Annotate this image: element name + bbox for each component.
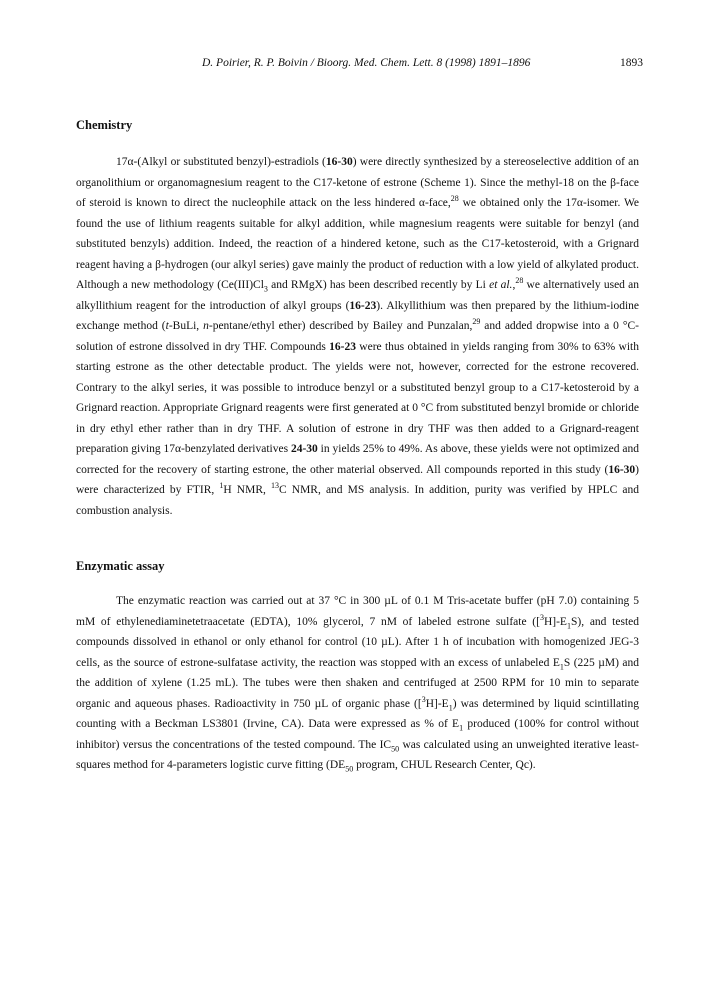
enzymatic-assay-paragraph: The enzymatic reaction was carried out at 37 °C in 300 µL of 0.1 M Tris-acetate buffer (pH 7.0) containing 5 mM of ethylenediaminetetraacetate (EDTA), 10% glycerol, 7 nM of labeled estrone sulfate $([^3H]-E_1S)$, and tested compounds dissolved in ethanol or only ethanol for control (10 µL). After 1 h of incubation with homogenized JEG-3 cells, as the source of estrone-sulfatase activity, the reaction was stopped with an excess of unlabeled $E_1S$ (225 µM) and the addition of xylene (1.25 mL). The tubes were then shaken and centrifuged at 2500 RPM for 10 min to separate organic and aqueous phases. Radioactivity in 750 µL of organic phase $([^3H]-E_1)$ was determined by liquid scintillating counting with a Beckman LS3801 (Irvine, CA). Data were expressed as % of $E_1$ produced (100% for control without inhibitor) versus the concentrations of the tested compound. The $IC_{50}$ was calculated using an unweighted iterative least-squares method for 4-parameters logistic curve fitting ($DE_{50}$ program, CHUL Research Center, Qc). (76, 595, 640, 774)
chemistry-paragraph: 17α-(Alkyl or substituted benzyl)-estradiols (16-30) were directly synthesized by a stereoselective addition of an organolithium or organomagnesium reagent to the C17-ketone of estrone (Scheme 1). Since the methyl-18 on the β-face of steroid is known to direct the nucleophile attack on the less hindered α-face,$^{28}$ we obtained only the 17α-isomer. We found the use of lithium reagents suitable for alkyl addition, while magnesium reagents were suitable for benzyl (and substituted benzyls) addition. Indeed, the reaction of a hindered ketone, such as the C17-ketosteroid, with a Grignard reagent having a β-hydrogen (our alkyl series) gave mainly the product of reduction with a low yield of alkylated product. Although a new methodology ($Ce(III)Cl_3$ and RMgX) has been described recently by Li et al.,$^{28}$ we alternatively used an alkyllithium reagent for the introduction of alkyl groups (16-23). Alkyllithium was then prepared by the lithium-iodine exchange method (t-BuLi, n-pentane/ethyl ether) described by Bailey and Punzalan,$^{29}$ and added dropwise into a 0 °C-solution of estrone dissolved in dry THF. Compounds 16-23 were thus obtained in yields ranging from 30% to 63% with starting estrone as the other detectable product. The yields were not, however, corrected for the estrone recovered. Contrary to the alkyl series, it was possible to introduce benzyl or a substituted benzyl group to a C17-ketosteroid by a Grignard reaction. Appropriate Grignard reagents were first generated at 0 °C from substituted benzyl bromide or chloride in dry ethyl ether rather than in dry THF. A solution of estrone in dry THF was then added to a Grignard-reagent preparation giving 17α-benzylated derivatives 24-30 in yields 25% to 49%. As above, these yields were not optimized and corrected for the recovery of starting estrone, the other material observed. All compounds reported in this study (16-30) were characterized by FTIR, $^1$H NMR, $^{13}$C NMR, and MS analysis. In addition, purity was verified by HPLC and combustion analysis. (76, 156, 639, 517)
section-heading-chemistry: Chemistry (76, 118, 133, 132)
running-header (0, 57, 720, 77)
section-heading-enzymatic-assay: Enzymatic assay (76, 559, 165, 573)
journal-citation: D. Poirier, R. P. Boivin / Bioorg. Med. Chem. Lett. 8 (1998) 1891–1896 (202, 57, 531, 69)
page-number: 1893 (620, 57, 643, 69)
